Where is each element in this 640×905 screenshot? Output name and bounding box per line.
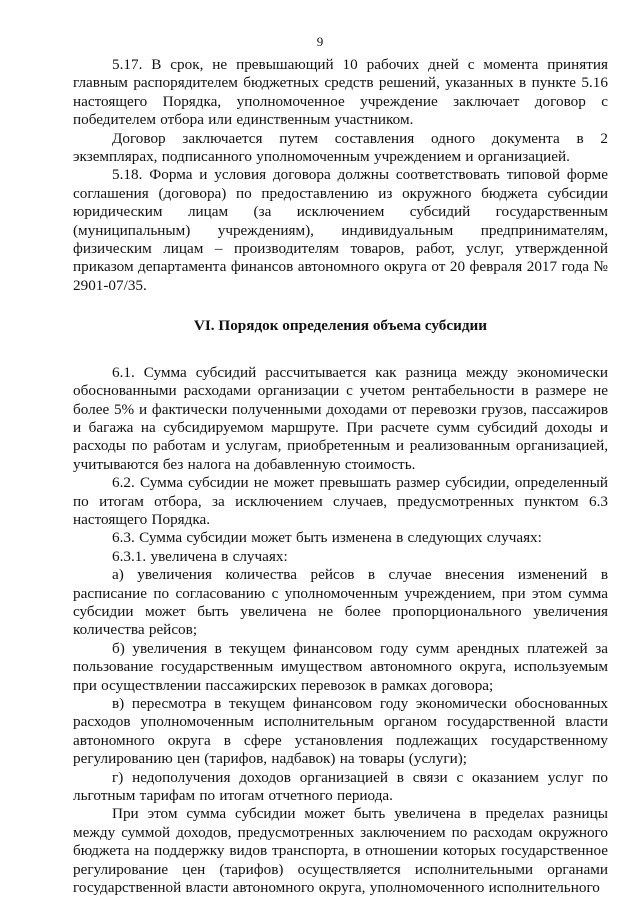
paragraph-6-3: 6.3. Сумма субсидии может быть изменена в следующих случаях: bbox=[112, 529, 542, 547]
section-title: VI. Порядок определения объема субсидии bbox=[193, 317, 488, 335]
list-item-g: г) недополучения доходов организацией в связи с оказанием услуг по льготным тарифам по итогам отчетного периода. bbox=[73, 768, 608, 805]
paragraph-5-17: 5.17. В срок, не превышающий 10 рабочих дней с момента принятия главным распорядителем бюджетных средств решений, указанных в пункте 5.16 настоящего Порядка, уполномоченное учреждение заключает договор с победителем отбора или единственным участником. bbox=[73, 56, 608, 129]
list-item-a: а) увеличения количества рейсов в случае внесения изменений в расписание по согласованию с уполномоченным учреждением, при этом сумма субсидии может быть увеличена не более пропорционального увеличения количества рейсов; bbox=[73, 566, 608, 639]
paragraph-6-1: 6.1. Сумма субсидий рассчитывается как разница между экономически обоснованными расходами организации с учетом рентабельности в размере не более 5% и фактически полученными доходами от перевозки грузов, пассажиров и багажа на субсидируемом маршруте. При расчете сумм субсидий доходы и расходы по работам и услугам, приобретенным и реализованным организацией, учитываются без налога на добавленную стоимость. bbox=[73, 363, 608, 473]
list-item-v: в) пересмотра в текущем финансовом году экономически обоснованных расходов уполномоченным исполнительным органом государственной власти автономного округа в сфере установления подлежащих государственному регулированию цен (тарифов, надбавок) на товары (услуги); bbox=[73, 695, 608, 768]
paragraph-contract-copies: Договор заключается путем составления одного документа в 2 экземплярах, подписанного уполномоченным учреждением и организацией. bbox=[73, 129, 608, 166]
paragraph-increase-limit: При этом сумма субсидии может быть увеличена в пределах разницы между суммой доходов, предусмотренных заключением по расходам окружного бюджета на поддержку видов транспорта, в отношении которых государственное регулирование цен (тарифов) осуществляется исполнительными органами государственной власти автономного округа, уполномоченного исполнительного bbox=[73, 805, 608, 897]
paragraph-5-18: 5.18. Форма и условия договора должны соответствовать типовой форме соглашения (договора) по предоставлению из окружного бюджета субсидии юридическим лицам (за исключением субсидий государственным (муниципальным) учреждениям), индивидуальным предпринимателям, физическим лицам – производителям товаров, работ, услуг, утвержденной приказом департамента финансов автономного округа от 20 февраля 2017 года № 2901-07/35. bbox=[73, 166, 608, 294]
page-number: 9 bbox=[316, 34, 324, 49]
document-body bbox=[73, 56, 608, 897]
list-item-b: б) увеличения в текущем финансовом году сумм арендных платежей за пользование государственным имуществом автономного округа, используемым при осуществлении пассажирских перевозок в рамках договора; bbox=[73, 639, 608, 694]
paragraph-6-3-1: 6.3.1. увеличена в случаях: bbox=[112, 547, 288, 565]
paragraph-6-2: 6.2. Сумма субсидии не может превышать размер субсидии, определенный по итогам отбора, за исключением случаев, предусмотренных пунктом 6.3 настоящего Порядка. bbox=[73, 474, 608, 528]
